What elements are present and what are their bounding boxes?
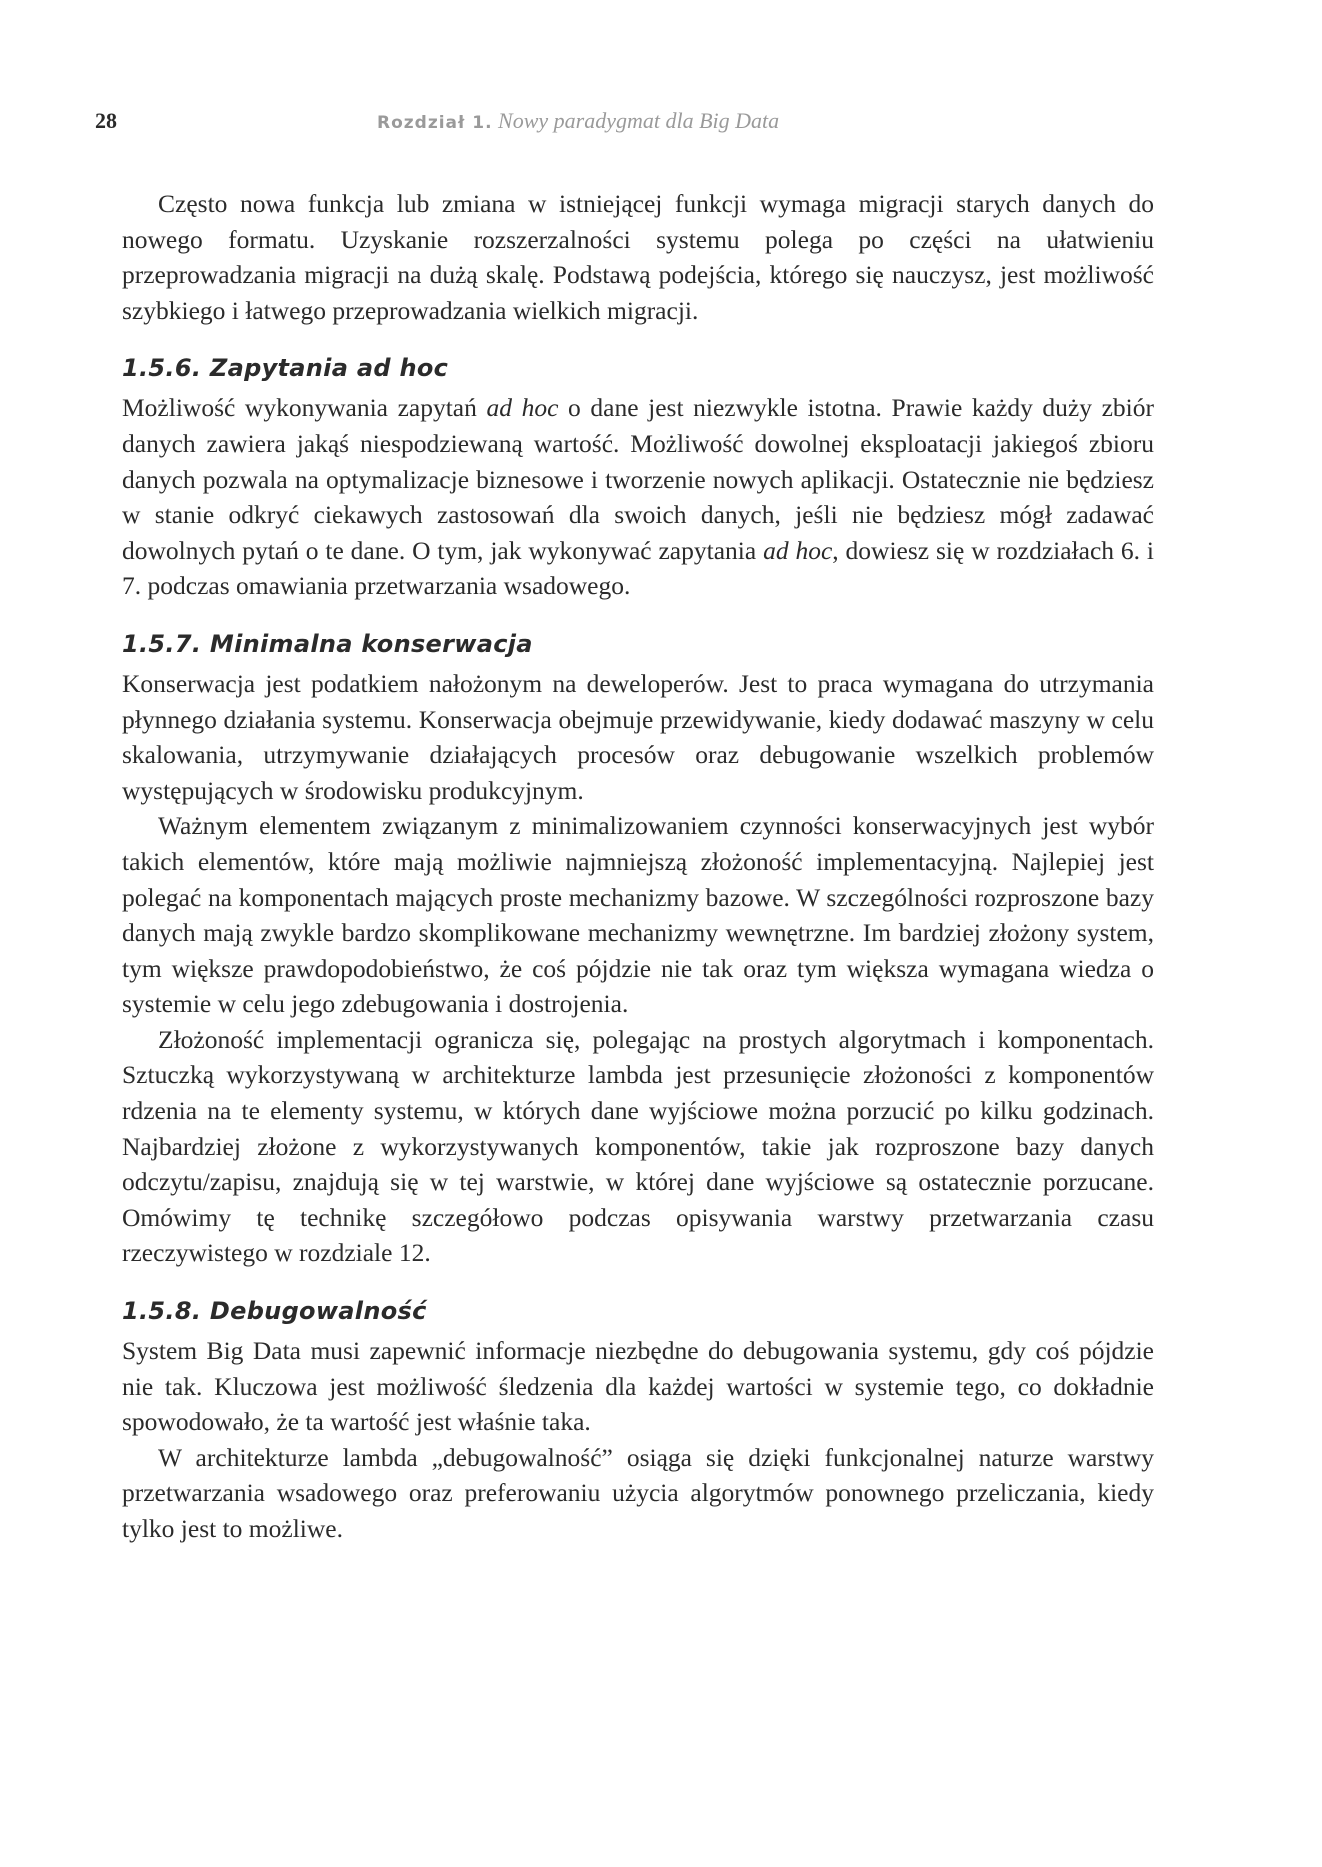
paragraph-maintenance-3: Złożoność implementacji ogranicza się, polegając na prostych algorytmach i komponentach. Sztuczką wykorzystywaną w architekturze lambda jest przesunięcie złożoności z komponentów rdzenia na te elementy systemu, w których dane wyjściowe można porzucić po kilku godzinach. Najbardziej złożone z wykorzystywanych komponentów, takie jak rozproszone bazy danych odczytu/zapisu, znajdują się w tej warstwie, w której dane wyjściowe są ostatecznie porzucane. Omówimy tę technikę szczegółowo podczas opisywania warstwy przetwarzania czasu rzeczywistego w rozdziale 12. [122, 1024, 1154, 1268]
chapter-title: Nowy paradygmat dla Big Data [498, 108, 780, 133]
paragraph-debuggability-1: System Big Data musi zapewnić informacje niezbędne do debugowania systemu, gdy coś pójdzie nie tak. Kluczowa jest możliwość śledzenia dla każdej wartości w systemie tego, co dokładnie spowodowało, że ta wartość jest właśnie taka. [122, 1336, 1154, 1437]
running-head [95, 108, 1140, 138]
body-text [122, 186, 1154, 1547]
section-heading-ad-hoc-queries: 1.5.6. Zapytania ad hoc [122, 354, 449, 383]
intro-paragraph: Często nowa funkcja lub zmiana w istniejącej funkcji wymaga migracji starych danych do nowego formatu. Uzyskanie rozszerzalności systemu polega po części na ułatwieniu przeprowadzania migracji na dużą skalę. Podstawą podejścia, którego się nauczysz, jest możliwość szybkiego i łatwego przeprowadzania wielkich migracji. [122, 189, 1154, 325]
paragraph-maintenance-1: Konserwacja jest podatkiem nałożonym na deweloperów. Jest to praca wymagana do utrzymania płynnego działania systemu. Konserwacja obejmuje przewidywanie, kiedy dodawać maszyny w celu skalowania, utrzymywanie działających procesów oraz debugowanie wszelkich problemów występujących w środowisku produkcyjnym. [122, 668, 1154, 805]
text-run: Możliwość wykonywania zapytań [122, 393, 487, 423]
chapter-label: Rozdział 1. [377, 113, 493, 133]
section-heading-debuggability: 1.5.8. Debugowalność [122, 1297, 427, 1326]
paragraph-debuggability-2: W architekturze lambda „debugowalność” osiąga się dzięki funkcjonalnej naturze warstwy przetwarzania wsadowego oraz preferowaniu użycia algorytmów ponownego przeliczania, kiedy tylko jest to możliwe. [122, 1442, 1154, 1543]
paragraph-maintenance-2: Ważnym elementem związanym z minimalizowaniem czynności konserwacyjnych jest wybór takich elementów, które mają możliwie najmniejszą złożoność implementacyjną. Najlepiej jest polegać na komponentach mających proste mechanizmy bazowe. W szczególności rozproszone bazy danych mają zwykle bardzo skomplikowane mechanizmy wewnętrzne. Im bardziej złożony system, tym większe prawdopodobieństwo, że coś pójdzie nie tak oraz tym większa wymagana wiedza o systemie w celu jego zdebugowania i dostrojenia. [122, 811, 1154, 1019]
text-run: , dowiesz się w rozdziałach 6. i 7. podczas omawiania przetwarzania wsadowego. [122, 535, 1155, 601]
section-heading-minimal-maintenance: 1.5.7. Minimalna konserwacja [122, 629, 533, 658]
chapter-header [377, 108, 779, 134]
paragraph-ad-hoc-queries [122, 390, 1154, 604]
page-number: 28 [95, 108, 117, 133]
emphasis-term: ad hoc [763, 535, 833, 565]
text-run: o dane jest niezwykle istotna. Prawie każdy duży zbiór danych zawiera jakąś niespodziewaną wartość. Możliwość dowolnej eksploatacji jakiegoś zbioru danych pozwala na optymalizacje biznesowe i tworzenie nowych aplikacji. Ostatecznie nie będziesz w stanie odkryć ciekawych zastosowań dla swoich danych, jeśli nie będziesz mógł zadawać dowolnych pytań o te dane. O tym, jak wykonywać zapytania [122, 393, 1154, 565]
emphasis-term: ad hoc [486, 393, 559, 423]
